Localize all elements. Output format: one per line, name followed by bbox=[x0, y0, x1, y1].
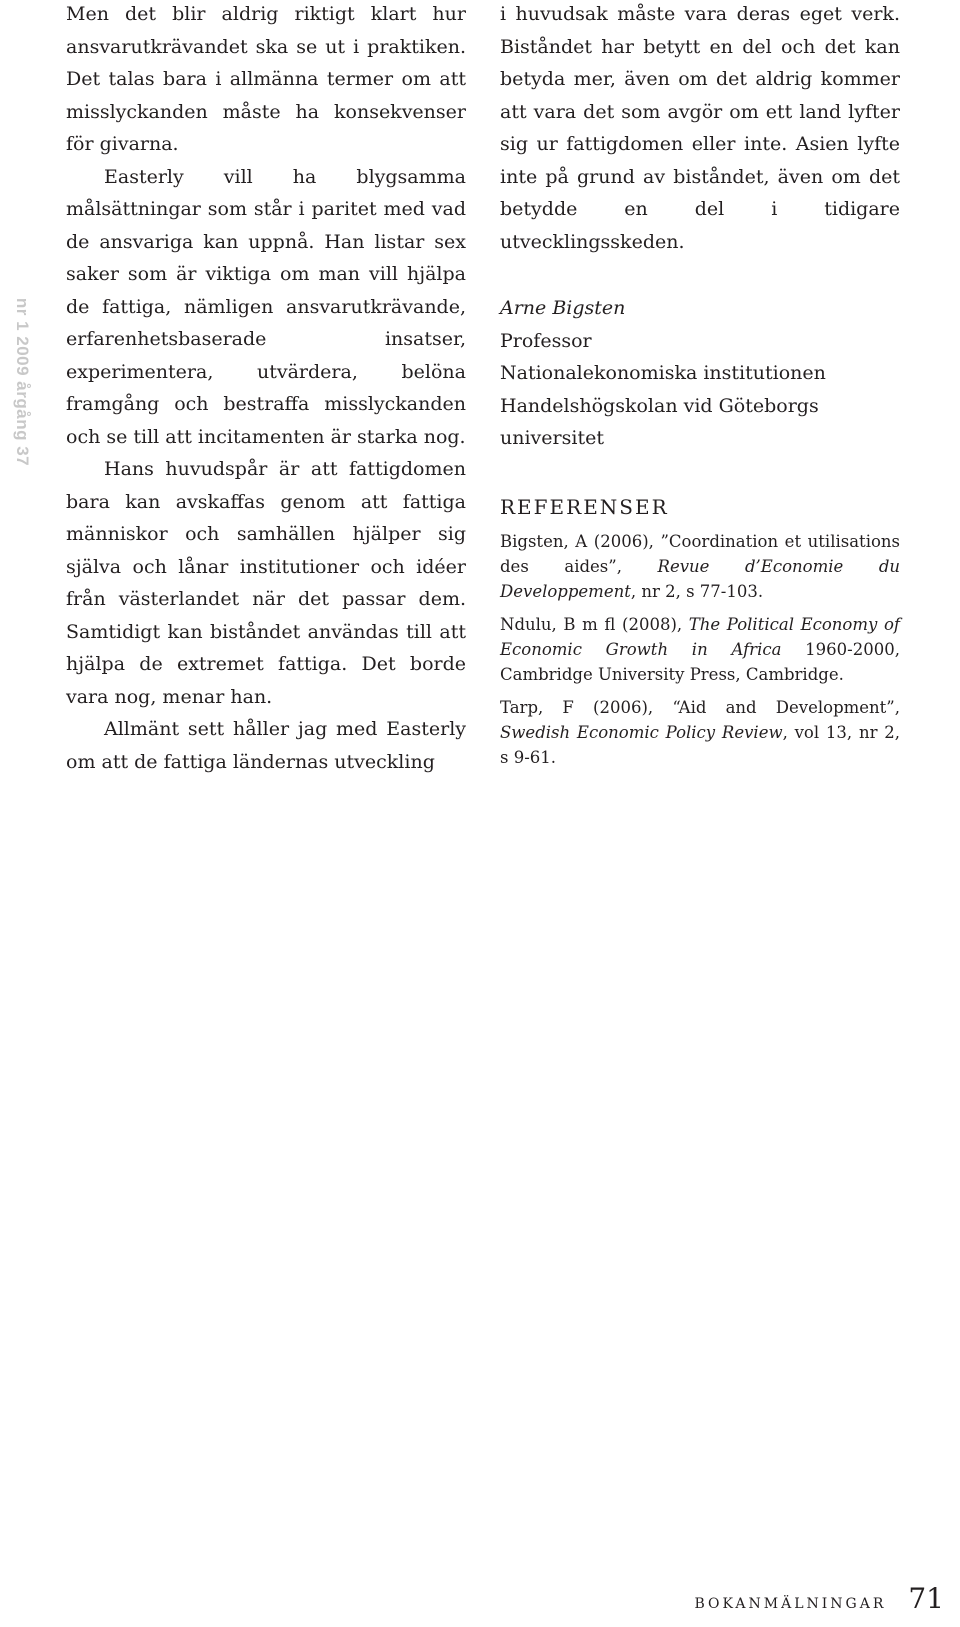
reference-lead: Bigsten, A (2006), ”Coordination et utilisations des aides”, bbox=[500, 531, 900, 576]
author-name: Arne Bigsten bbox=[500, 297, 626, 319]
reference-item bbox=[500, 612, 900, 687]
paragraph: Hans huvudspår är att fattigdomen bara kan avskaffas genom att fattiga människor och samhällen hjälper sig själva och lånar institutioner och idéer från västerlandet när det passar dem. Samtidigt kan biståndet användas till att hjälpa de extremet fattiga. Det borde vara nog, menar han. bbox=[66, 458, 466, 708]
paragraph: Easterly vill ha blygsamma målsättningar som står i paritet med vad de ansvariga kan uppnå. Han listar sex saker som är viktiga om man vill hjälpa de fattiga, nämligen ansvarutkrävande, erfarenhetsbaserade insatser, experimentera, utvärdera, belöna framgång och bestraffa misslyckanden och se till att incitamenten är starka nog. bbox=[66, 165, 466, 448]
author-school: Handelshögskolan vid Göteborgs universitet bbox=[500, 394, 819, 449]
reference-title: Swedish Economic Policy Review bbox=[500, 722, 783, 742]
author-signature bbox=[500, 292, 900, 455]
reference-tail: , nr 2, s 77-103. bbox=[630, 581, 764, 601]
page-number: 71 bbox=[908, 1582, 944, 1615]
reference-lead: Tarp, F (2006), “Aid and Development”, bbox=[500, 697, 900, 717]
reference-lead: Ndulu, B m fl (2008), bbox=[500, 614, 689, 634]
right-text-column bbox=[500, 0, 900, 778]
reference-tail: , vol 13, nr 2, s 9-61. bbox=[500, 722, 900, 767]
paragraph: Allmänt sett håller jag med Easterly om att de fattiga ländernas utveckling bbox=[66, 718, 466, 773]
reference-item bbox=[500, 695, 900, 770]
reference-title: The Political Economy of Economic Growth in Africa bbox=[500, 614, 900, 659]
author-department: Nationalekonomiska institutionen bbox=[500, 362, 826, 384]
author-title: Professor bbox=[500, 329, 592, 352]
left-text-column bbox=[66, 0, 466, 778]
journal-issue-label: nr 1 2009 årgång 37 bbox=[13, 297, 32, 467]
reference-tail: 1960-2000, Cambridge University Press, Cambridge. bbox=[500, 639, 900, 684]
reference-item bbox=[500, 529, 900, 604]
section-name: BOKANMÄLNINGAR bbox=[694, 1596, 887, 1612]
page-footer bbox=[694, 1582, 944, 1615]
references-list bbox=[500, 529, 900, 770]
paragraph: i huvudsak måste vara deras eget verk. Biståndet har betytt en del och det kan betyda mer, även om det aldrig kommer att vara det som avgör om ett land lyfter sig ur fattigdomen eller inte. Asien lyfte inte på grund av biståndet, även om det betydde en del i tidigare utvecklingsskeden. bbox=[500, 3, 900, 253]
reference-title: Revue d’Economie du Developpement bbox=[500, 556, 901, 601]
references-heading: REFERENSER bbox=[500, 494, 669, 519]
paragraph: Men det blir aldrig riktigt klart hur ansvarutkrävandet ska se ut i praktiken. Det talas bara i allmänna termer om att misslyckanden måste ha konsekvenser för givarna. bbox=[66, 3, 466, 155]
